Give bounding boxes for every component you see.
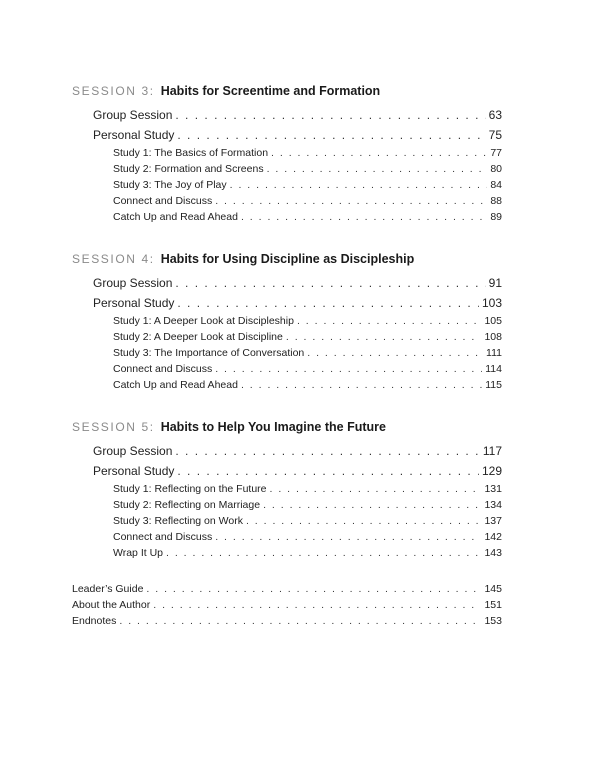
dot-leader — [270, 481, 482, 497]
entry-label: Catch Up and Read Ahead — [113, 379, 238, 391]
session-label: SESSION 3: — [72, 84, 155, 98]
entry-label: Study 1: Reflecting on the Future — [113, 483, 267, 495]
page-number: 89 — [490, 211, 502, 223]
page-number: 88 — [490, 195, 502, 207]
entry-label: Study 3: The Importance of Conversation — [113, 347, 305, 359]
session-label: SESSION 5: — [72, 420, 155, 434]
toc-entry-catch-up[interactable] — [113, 209, 502, 225]
entry-label: Study 3: Reflecting on Work — [113, 515, 243, 527]
dot-leader — [286, 329, 482, 345]
toc-entry-study-2[interactable] — [113, 497, 502, 513]
page-number: 63 — [488, 108, 502, 122]
page-number: 131 — [484, 483, 502, 495]
entry-label: Study 2: A Deeper Look at Discipline — [113, 331, 283, 343]
dot-leader — [246, 513, 482, 529]
session-3-section — [72, 83, 502, 225]
page-number: 117 — [482, 444, 502, 458]
page-number: 129 — [481, 464, 502, 478]
session-4-section — [72, 251, 502, 393]
page-number: 75 — [488, 128, 502, 142]
toc-entry-study-1[interactable] — [113, 481, 502, 497]
toc-entry-catch-up[interactable] — [113, 377, 502, 393]
dot-leader — [177, 125, 485, 145]
toc-entry-connect-and-discuss[interactable] — [113, 361, 502, 377]
entry-label: Study 1: The Basics of Formation — [113, 147, 269, 159]
dot-leader — [177, 293, 479, 313]
toc-entry-study-2[interactable] — [113, 161, 502, 177]
dot-leader — [271, 145, 487, 161]
toc-entry-group-session[interactable] — [93, 273, 502, 293]
entry-label: Group Session — [93, 108, 173, 122]
session-title: Habits for Using Discipline as Discipleship — [160, 252, 415, 266]
entry-label: Study 3: The Joy of Play — [113, 179, 227, 191]
toc-entry-personal-study[interactable] — [93, 461, 502, 481]
toc-entry-group-session[interactable] — [93, 105, 502, 125]
page-number: 151 — [484, 599, 502, 611]
entry-label: Personal Study — [93, 296, 175, 310]
toc-entry-study-1[interactable] — [113, 145, 502, 161]
dot-leader — [241, 377, 482, 393]
toc-entry-study-3[interactable] — [113, 513, 502, 529]
entry-label: Study 2: Reflecting on Marriage — [113, 499, 261, 511]
dot-leader — [230, 177, 488, 193]
session-title: Habits for Screentime and Formation — [160, 84, 381, 98]
dot-leader — [297, 313, 482, 329]
entry-label: Personal Study — [93, 464, 175, 478]
dot-leader — [263, 497, 481, 513]
session-5-section — [72, 419, 502, 561]
entry-label: Study 2: Formation and Screens — [113, 163, 264, 175]
entry-label: Leader’s Guide — [72, 583, 144, 595]
entry-label: About the Author — [72, 599, 151, 611]
page-number: 91 — [488, 276, 502, 290]
page-number: 103 — [481, 296, 502, 310]
dot-leader — [215, 529, 481, 545]
toc-entry-connect-and-discuss[interactable] — [113, 193, 502, 209]
entry-label: Personal Study — [93, 128, 175, 142]
toc-entry-personal-study[interactable] — [93, 125, 502, 145]
entry-label: Connect and Discuss — [113, 531, 213, 543]
session-label: SESSION 4: — [72, 252, 155, 266]
session-heading — [72, 419, 502, 435]
page-number: 134 — [484, 499, 502, 511]
entry-label: Study 1: A Deeper Look at Discipleship — [113, 315, 294, 327]
back-matter — [72, 581, 502, 629]
entry-label: Connect and Discuss — [113, 195, 213, 207]
page-number: 77 — [490, 147, 502, 159]
dot-leader — [215, 193, 487, 209]
dot-leader — [307, 345, 483, 361]
session-heading — [72, 83, 502, 99]
dot-leader — [215, 361, 482, 377]
toc-entry-about-the-author[interactable] — [72, 597, 502, 613]
entry-label: Endnotes — [72, 615, 117, 627]
page-number: 84 — [490, 179, 502, 191]
toc-entry-wrap-it-up[interactable] — [113, 545, 502, 561]
toc-entry-study-1[interactable] — [113, 313, 502, 329]
dot-leader — [267, 161, 488, 177]
entry-label: Group Session — [93, 444, 173, 458]
session-title: Habits to Help You Imagine the Future — [160, 420, 386, 434]
page-number: 114 — [485, 363, 502, 375]
page-number: 153 — [484, 615, 502, 627]
toc-entry-connect-and-discuss[interactable] — [113, 529, 502, 545]
dot-leader — [241, 209, 487, 225]
toc-entry-study-3[interactable] — [113, 177, 502, 193]
dot-leader — [175, 273, 485, 293]
toc-entry-leaders-guide[interactable] — [72, 581, 502, 597]
toc-entry-study-3[interactable] — [113, 345, 502, 361]
page-number: 80 — [490, 163, 502, 175]
page-number: 108 — [484, 331, 502, 343]
entry-label: Catch Up and Read Ahead — [113, 211, 238, 223]
page-number: 145 — [484, 583, 502, 595]
page-number: 137 — [484, 515, 502, 527]
page-number: 142 — [484, 531, 502, 543]
session-heading — [72, 251, 502, 267]
page-number: 143 — [484, 547, 502, 559]
dot-leader — [166, 545, 481, 561]
page-number: 111 — [486, 347, 502, 359]
page-number: 115 — [485, 379, 502, 391]
dot-leader — [146, 581, 481, 597]
page-number: 105 — [484, 315, 502, 327]
entry-label: Wrap It Up — [113, 547, 163, 559]
toc-entry-endnotes[interactable] — [72, 613, 502, 629]
dot-leader — [119, 613, 481, 629]
dot-leader — [175, 105, 485, 125]
toc-entry-personal-study[interactable] — [93, 293, 502, 313]
entry-label: Connect and Discuss — [113, 363, 213, 375]
entry-label: Group Session — [93, 276, 173, 290]
dot-leader — [175, 441, 479, 461]
toc-entry-group-session[interactable] — [93, 441, 502, 461]
dot-leader — [177, 461, 479, 481]
toc-entry-study-2[interactable] — [113, 329, 502, 345]
dot-leader — [153, 597, 481, 613]
